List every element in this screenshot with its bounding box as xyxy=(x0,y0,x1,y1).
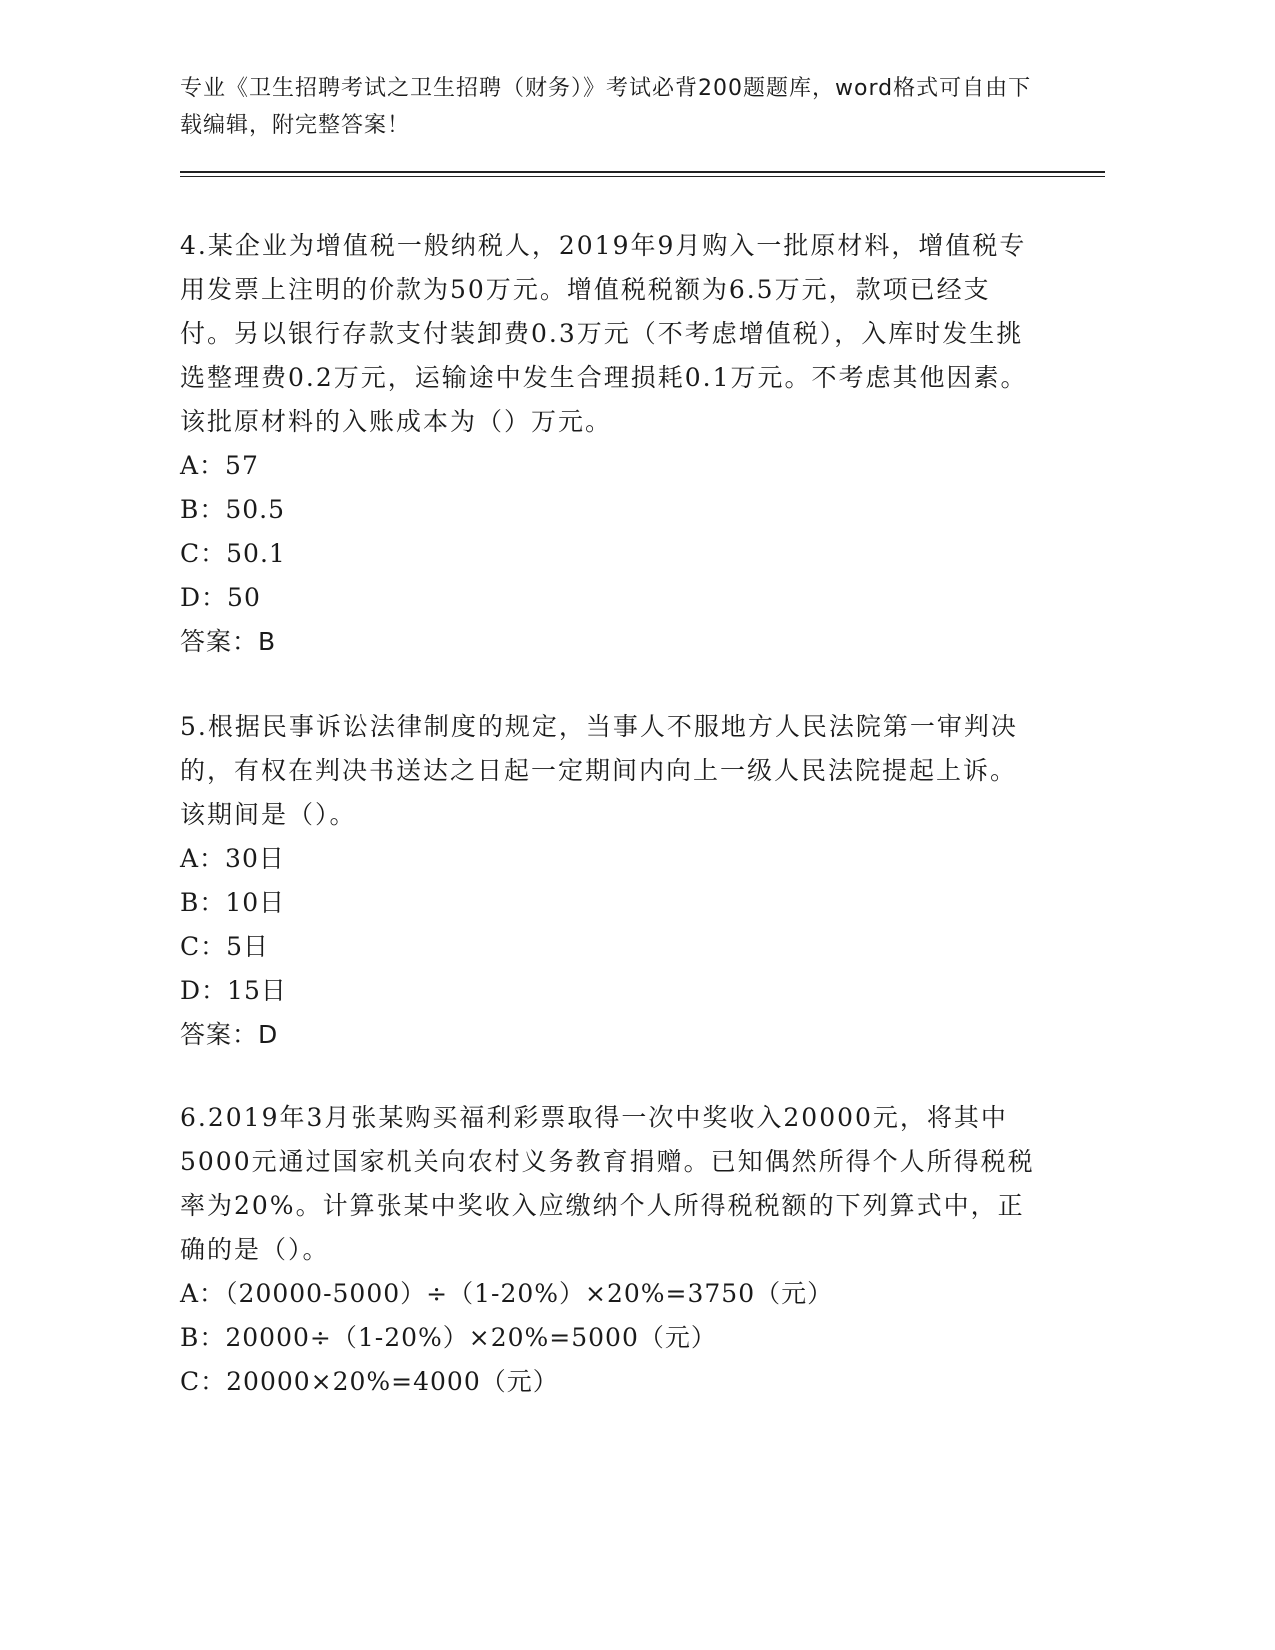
option-d: D：15日 xyxy=(180,976,287,1005)
option-c: C：20000×20%=4000（元） xyxy=(180,1367,559,1396)
option-a: A：57 xyxy=(180,451,259,480)
option-b: B：50.5 xyxy=(180,495,286,524)
question-6 xyxy=(180,1096,1040,1404)
option-a: A：（20000-5000）÷（1-20%）×20%=3750（元） xyxy=(180,1279,834,1308)
option-d: D：50 xyxy=(180,583,261,612)
document-header: 专业《卫生招聘考试之卫生招聘（财务）》考试必背200题题库，word格式可自由下载编辑，附完整答案！ xyxy=(180,76,1032,138)
option-c: C：5日 xyxy=(180,932,270,961)
option-b: B：10日 xyxy=(180,888,286,917)
question-4 xyxy=(180,224,1040,664)
option-c: C：50.1 xyxy=(180,539,286,568)
option-b: B：20000÷（1-20%）×20%=5000（元） xyxy=(180,1323,717,1352)
answer-line: 答案：D xyxy=(180,1020,279,1049)
question-5 xyxy=(180,705,1040,1057)
question-stem: 5.根据民事诉讼法律制度的规定，当事人不服地方人民法院第一审判决的，有权在判决书送达之日起一定期间内向上一级人民法院提起上诉。该期间是（）。 xyxy=(180,712,1018,829)
question-stem: 6.2019年3月张某购买福利彩票取得一次中奖收入20000元，将其中5000元通过国家机关向农村义务教育捐赠。已知偶然所得个人所得税税率为20%。计算张某中奖收入应缴纳个人所得税税额的下列算式中，正确的是（）。 xyxy=(180,1103,1035,1264)
answer-line: 答案：B xyxy=(180,627,277,656)
question-stem: 4.某企业为增值税一般纳税人，2019年9月购入一批原材料，增值税专用发票上注明的价款为50万元。增值税税额为6.5万元，款项已经支付。另以银行存款支付装卸费0.3万元（不考虑增值税），入库时发生挑选整理费0.2万元，运输途中发生合理损耗0.1万元。不考虑其他因素。该批原材料的入账成本为（）万元。 xyxy=(180,231,1028,436)
option-a: A：30日 xyxy=(180,844,285,873)
header-divider xyxy=(180,171,1105,177)
document-page xyxy=(180,0,1105,1650)
